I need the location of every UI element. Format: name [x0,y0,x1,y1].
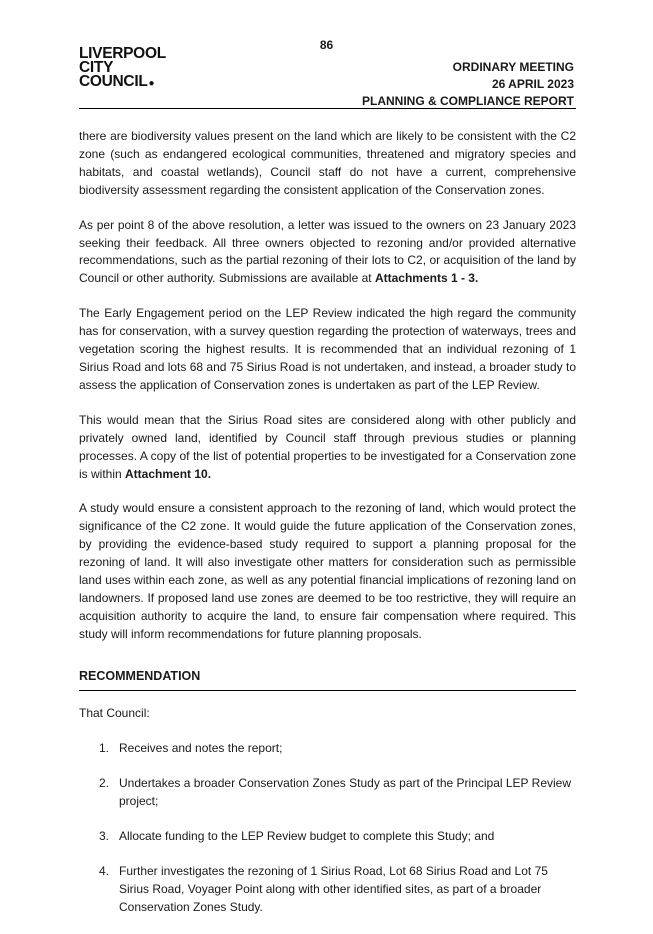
meeting-date: 26 APRIL 2023 [491,77,574,91]
logo-line-3-text: COUNCIL [79,73,148,90]
attachments-reference: Attachments 1 - 3. [374,271,479,286]
logo-line-1: LIVERPOOL [79,45,166,62]
recommendation-number: 3. [99,829,110,844]
recommendation-heading: RECOMMENDATION [79,668,576,691]
page-number: 86 [319,38,334,52]
recommendation-number: 2. [99,776,110,791]
attachment-10-reference: Attachment 10. [125,466,212,481]
paragraph-sirius-road-sites-text: This would mean that the Sirius Road sites are considered along with other publicly and privately owned land, identified by Council staff through previous studies or planning processes. A copy of the list of potential properties to be investigated for a Conservation zone is within [79,412,576,481]
logo-dot-icon: ● [148,78,155,89]
paragraph-study-approach: A study would ensure a consistent approach to the rezoning of land, which would protect the significance of the C2 zone. It would guide the future application of the Conservation zones, by providing the evidence-based study required to support a planning proposal for the rezoning of land. It will also investigate other matters for consideration such as permissible land uses within each zone, as well as any potential financial implications of rezoning land on landowners. If proposed land use zones are deemed to be too restrictive, they will require an acquisition authority to acquire the land, to ensure fair compensation where required. This study will inform recommendations for future planning proposals. [79,501,576,641]
recommendation-number: 1. [99,741,110,756]
paragraph-sirius-road-sites [79,412,576,484]
recommendation-text: Undertakes a broader Conservation Zones Study as part of the Principal LEP Review project; [119,776,572,809]
logo-line-3 [79,75,166,91]
recommendation-number: 4. [99,864,110,879]
meeting-header [362,59,574,110]
recommendation-item [79,828,576,846]
recommendation-list [79,740,576,916]
header-divider [79,108,576,109]
paragraph-owner-feedback [79,217,576,289]
paragraph-early-engagement: The Early Engagement period on the LEP Review indicated the high regard the community has for conservation, with a survey question regarding the protection of waterways, trees and vegetation scoring the highest results. It is recommended that an individual rezoning of 1 Sirius Road and lots 68 and 75 Sirius Road is not undertaken, and instead, a broader study to assess the application of Conservation zones is undertaken as part of the LEP Review. [79,306,576,392]
paragraph-owner-feedback-text: As per point 8 of the above resolution, a letter was issued to the owners on 23 January 2023 seeking their feedback. All three owners objected to rezoning and/or provided alternative recommendations, such as the partial rezoning of their lots to C2, or acquisition of the land by Council or other authority. Submissions are available at [79,217,576,286]
logo-line-2: CITY [79,59,114,76]
recommendation-intro: That Council: [79,705,150,720]
report-title: PLANNING & COMPLIANCE REPORT [361,94,574,108]
recommendation-text: Allocate funding to the LEP Review budget to complete this Study; and [119,829,495,844]
recommendation-text: Receives and notes the report; [119,741,283,756]
recommendation-text: Further investigates the rezoning of 1 Sirius Road, Lot 68 Sirius Road and Lot 75 Sirius Road, Voyager Point along with other identified sites, as part of a broader Conservation Zones Study. [119,864,548,914]
report-body [79,128,576,934]
paragraph-biodiversity: there are biodiversity values present on the land which are likely to be consistent with the C2 zone (such as endangered ecological communities, threatened and migratory species and habitats, and coastal wetlands), Council staff do not have a current, comprehensive biodiversity assessment regarding the consistent application of the Conservation zones. [79,129,576,197]
recommendation-item [79,775,576,811]
recommendation-item [79,863,576,917]
meeting-type: ORDINARY MEETING [452,60,574,74]
recommendation-item [79,740,576,758]
liverpool-city-council-logo [79,47,166,91]
